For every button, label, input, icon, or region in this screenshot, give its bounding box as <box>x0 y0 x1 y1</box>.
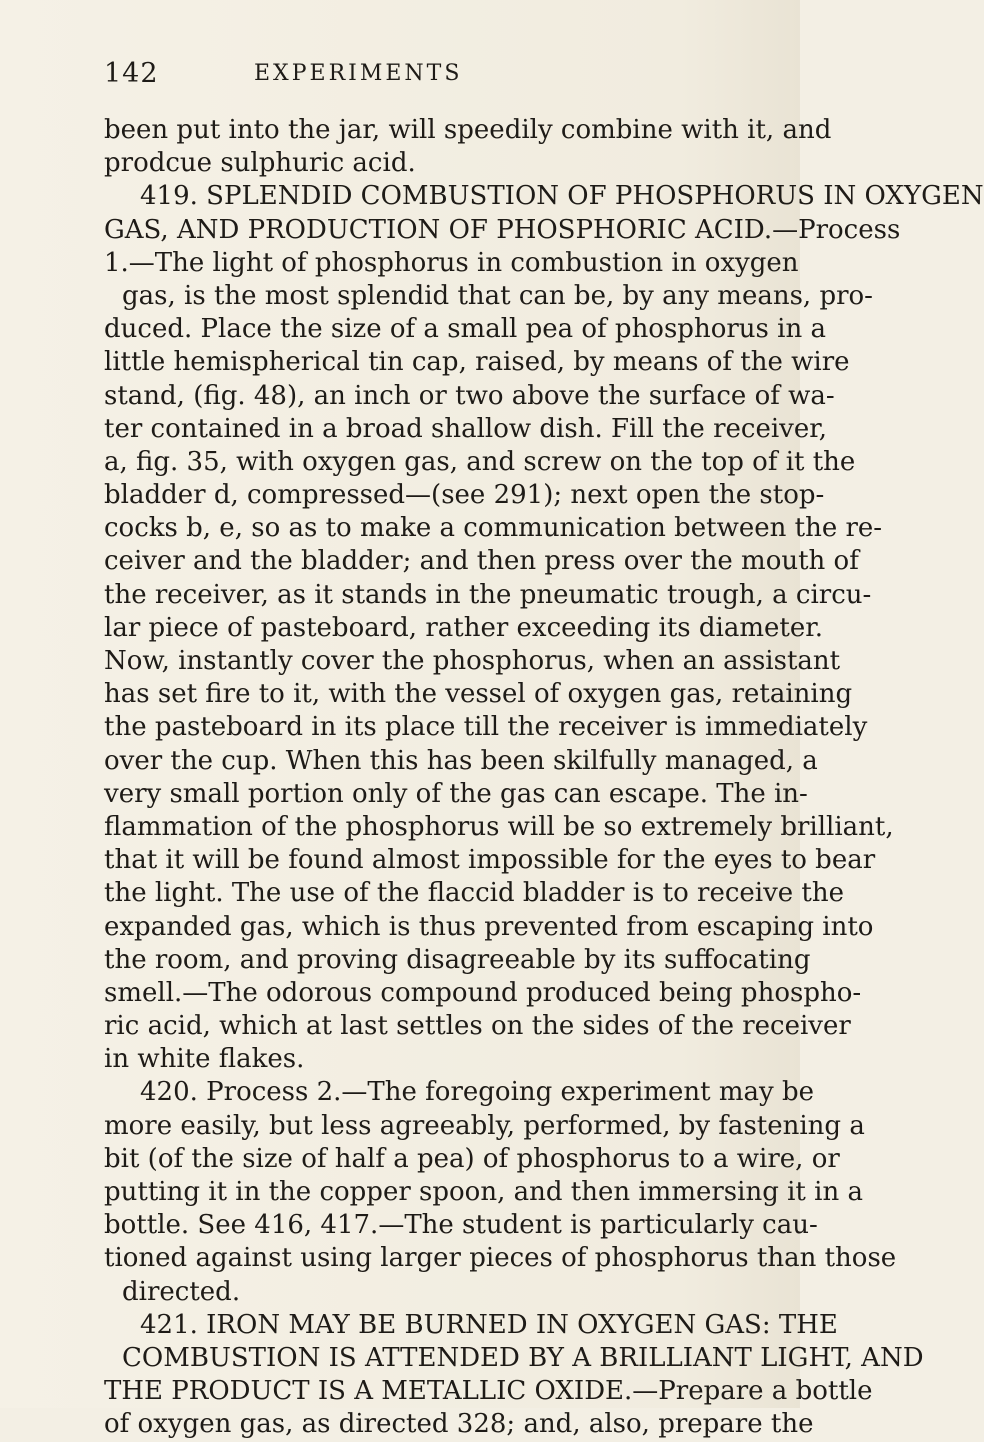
text-line: the pasteboard in its place till the receiver is immediately <box>104 712 868 743</box>
page-number: 142 <box>104 58 159 89</box>
text-line: stand, (fig. 48), an inch or two above the surface of wa- <box>104 380 835 411</box>
text-line: very small portion only of the gas can escape. The in- <box>104 778 808 809</box>
text-line: over the cup. When this has been skilfully managed, a <box>104 745 818 776</box>
text-line: a, fig. 35, with oxygen gas, and screw on the top of it the <box>104 446 856 477</box>
page-header <box>104 58 744 114</box>
text-line: lar piece of pasteboard, rather exceeding its diameter. <box>104 612 824 643</box>
text-line: has set fire to it, with the vessel of oxygen gas, retaining <box>104 679 853 710</box>
text-line: tioned against using larger pieces of phosphorus than those <box>104 1243 897 1274</box>
text-line: bottle. See 416, 417.—The student is particularly cau- <box>104 1210 818 1241</box>
text-line: more easily, but less agreeably, performed, by fastening a <box>104 1110 865 1141</box>
text-line: smell.—The odorous compound produced being phospho- <box>104 977 862 1008</box>
text-line: bit (of the size of half a pea) of phosphorus to a wire, or <box>104 1143 840 1174</box>
text-line: of oxygen gas, as directed 328; and, also, prepare the <box>104 1409 814 1440</box>
text-line: bladder d, compressed—(see 291); next open the stop- <box>104 480 825 511</box>
text-line: ric acid, which at last settles on the sides of the receiver <box>104 1011 851 1042</box>
text-line: the room, and proving disagreeable by its suffocating <box>104 944 811 975</box>
text-line: Now, instantly cover the phosphorus, when an assistant <box>104 646 841 676</box>
section-heading-420: 420. Process 2.—The foregoing experiment may be <box>140 1077 814 1108</box>
section-heading-421: 421. IRON MAY BE BURNED IN OXYGEN GAS: THE <box>140 1309 838 1340</box>
text-line: the receiver, as it stands in the pneumatic trough, a circu- <box>104 579 872 610</box>
text-line: putting it in the copper spoon, and then immersing it in a <box>104 1177 863 1207</box>
body-text <box>104 114 984 1442</box>
text-line: cocks b, e, so as to make a communication between the re- <box>104 513 883 544</box>
text-line: THE PRODUCT IS A METALLIC OXIDE.—Prepare a bottle <box>104 1376 873 1407</box>
text-line: 1.—The light of phosphorus in combustion in oxygen <box>104 247 799 278</box>
text-line: COMBUSTION IS ATTENDED BY A BRILLIANT LIGHT, AND <box>122 1342 924 1373</box>
text-line: GAS, AND PRODUCTION OF PHOSPHORIC ACID.—Process <box>104 214 901 245</box>
text-line: directed. <box>122 1276 241 1307</box>
text-line: prodcue sulphuric acid. <box>104 148 416 179</box>
section-heading-419: 419. SPLENDID COMBUSTION OF PHOSPHORUS IN OXYGEN <box>140 181 984 212</box>
text-line: gas, is the most splendid that can be, by any means, pro- <box>122 280 873 311</box>
text-line: little hemispherical tin cap, raised, by means of the wire <box>104 347 850 378</box>
text-line: that it will be found almost impossible for the eyes to bear <box>104 845 876 876</box>
text-line: flammation of the phosphorus will be so extremely brilliant, <box>104 811 894 842</box>
running-head: EXPERIMENTS <box>254 61 463 86</box>
text-line: been put into the jar, will speedily combine with it, and <box>104 115 832 145</box>
text-line: in white flakes. <box>104 1044 305 1075</box>
text-line: ter contained in a broad shallow dish. Fill the receiver, <box>104 413 828 444</box>
text-line: duced. Place the size of a small pea of phosphorus in a <box>104 314 826 345</box>
text-line: ceiver and the bladder; and then press over the mouth of <box>104 546 859 577</box>
text-line: expanded gas, which is thus prevented from escaping into <box>104 911 874 942</box>
text-line: the light. The use of the flaccid bladder is to receive the <box>104 878 845 909</box>
